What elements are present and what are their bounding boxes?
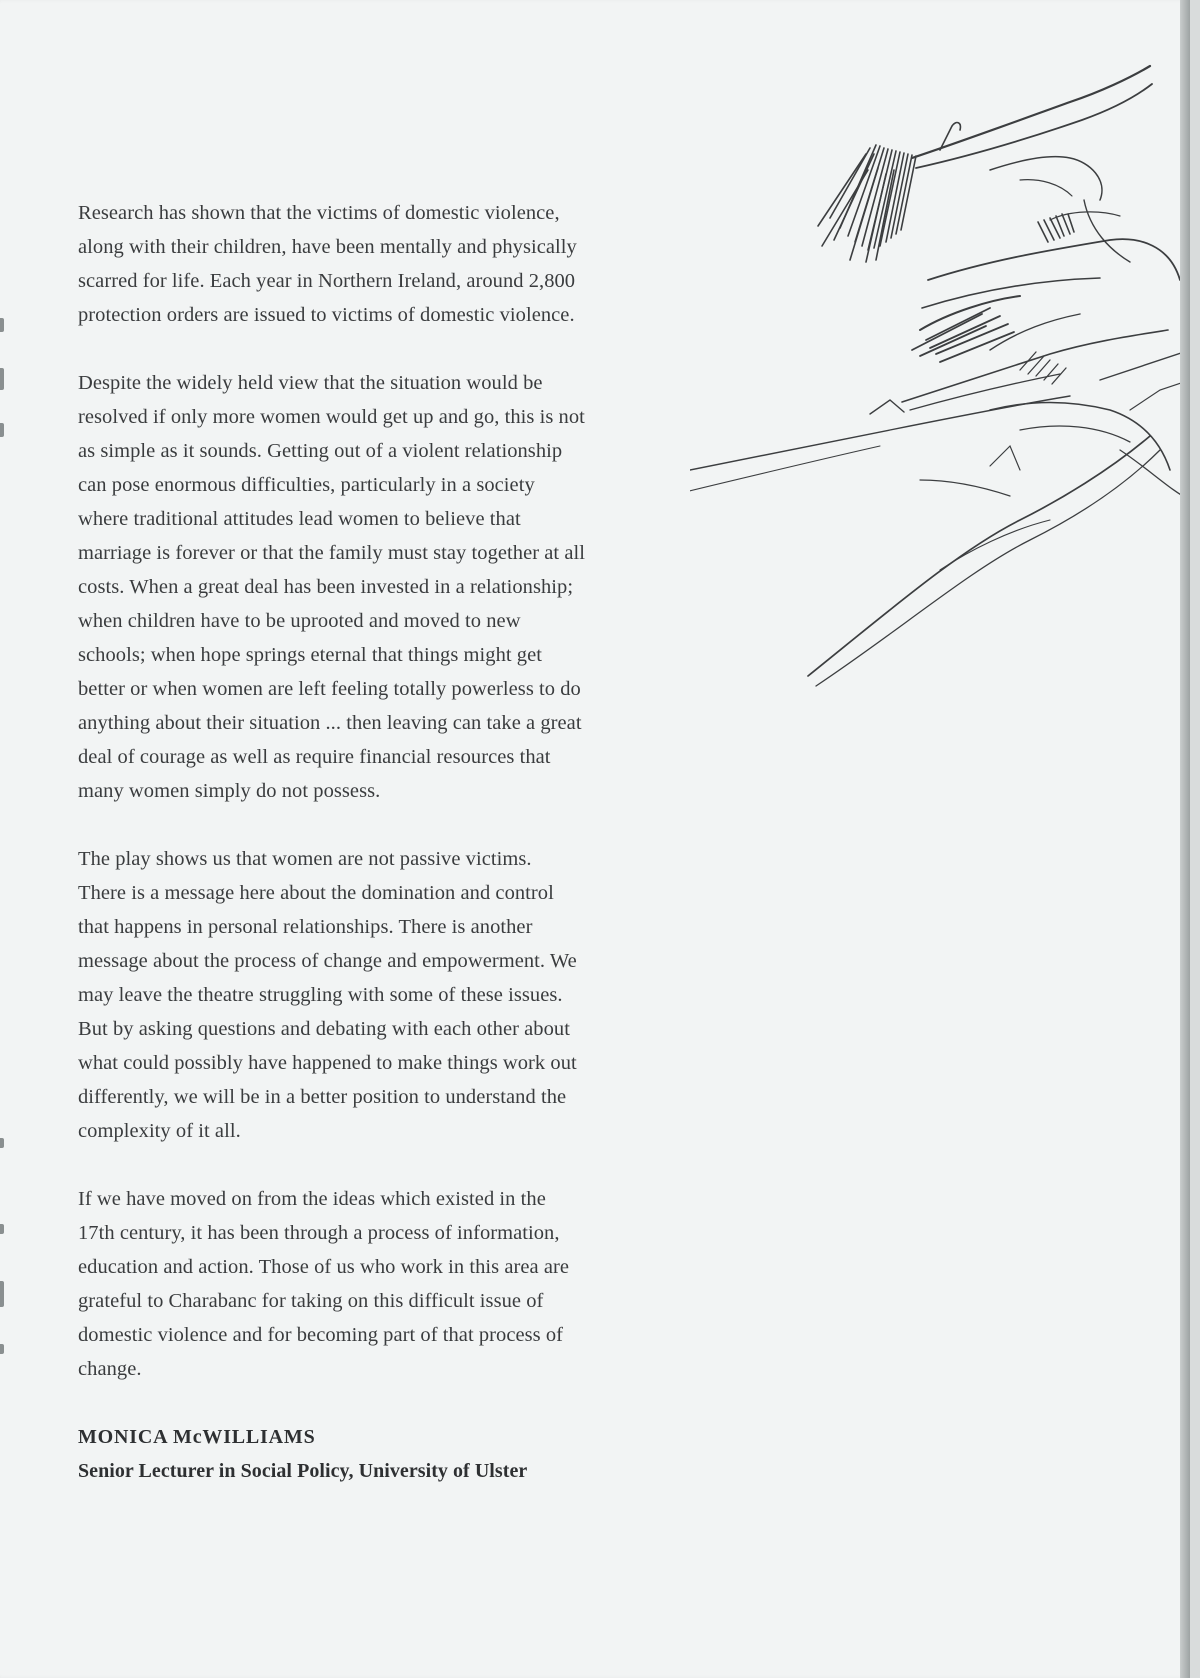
author-title: Senior Lecturer in Social Policy, University of Ulster <box>78 1460 528 1482</box>
article-body <box>78 196 718 1488</box>
paragraph-4: If we have moved on from the ideas which existed in the 17th century, it has been through a process of information, education and action. Those of us who work in this area are grateful to Charabanc for taking on this difficult issue of domestic violence and for becoming part of that process of change. <box>78 1188 570 1380</box>
paragraph-1: Research has shown that the victims of domestic violence, along with their children, have been mentally and physically scarred for life. Each year in Northern Ireland, around 2,800 protection orders are issued to victims of domestic violence. <box>78 202 577 326</box>
author-name: MONICA McWILLIAMS <box>78 1426 316 1448</box>
paragraph-2: Despite the widely held view that the situation would be resolved if only more women would get up and go, this is not as simple as it sounds. Getting out of a violent relationship can pose enormous difficulties, particularly in a society where traditional attitudes lead women to believe that marriage is forever or that the family must stay together at all costs. When a great deal has been invested in a relationship; when children have to be uprooted and moved to new schools; when hope springs eternal that things might get better or when women are left feeling totally powerless to do anything about their situation ... then leaving can take a great deal of courage as well as require financial resources that many women simply do not possess. <box>78 372 585 802</box>
pencil-sketch-figure-icon <box>690 50 1190 730</box>
paragraph-3: The play shows us that women are not passive victims. There is a message here about the domination and control that happens in personal relationships. There is another message about the process of change and empowerment. We may leave the theatre struggling with some of these issues. But by asking questions and debating with each other about what could possibly have happened to make things work out differently, we will be in a better position to understand the complexity of it all. <box>78 848 577 1142</box>
page-edge <box>1180 0 1190 1678</box>
signature-block <box>78 1420 718 1488</box>
